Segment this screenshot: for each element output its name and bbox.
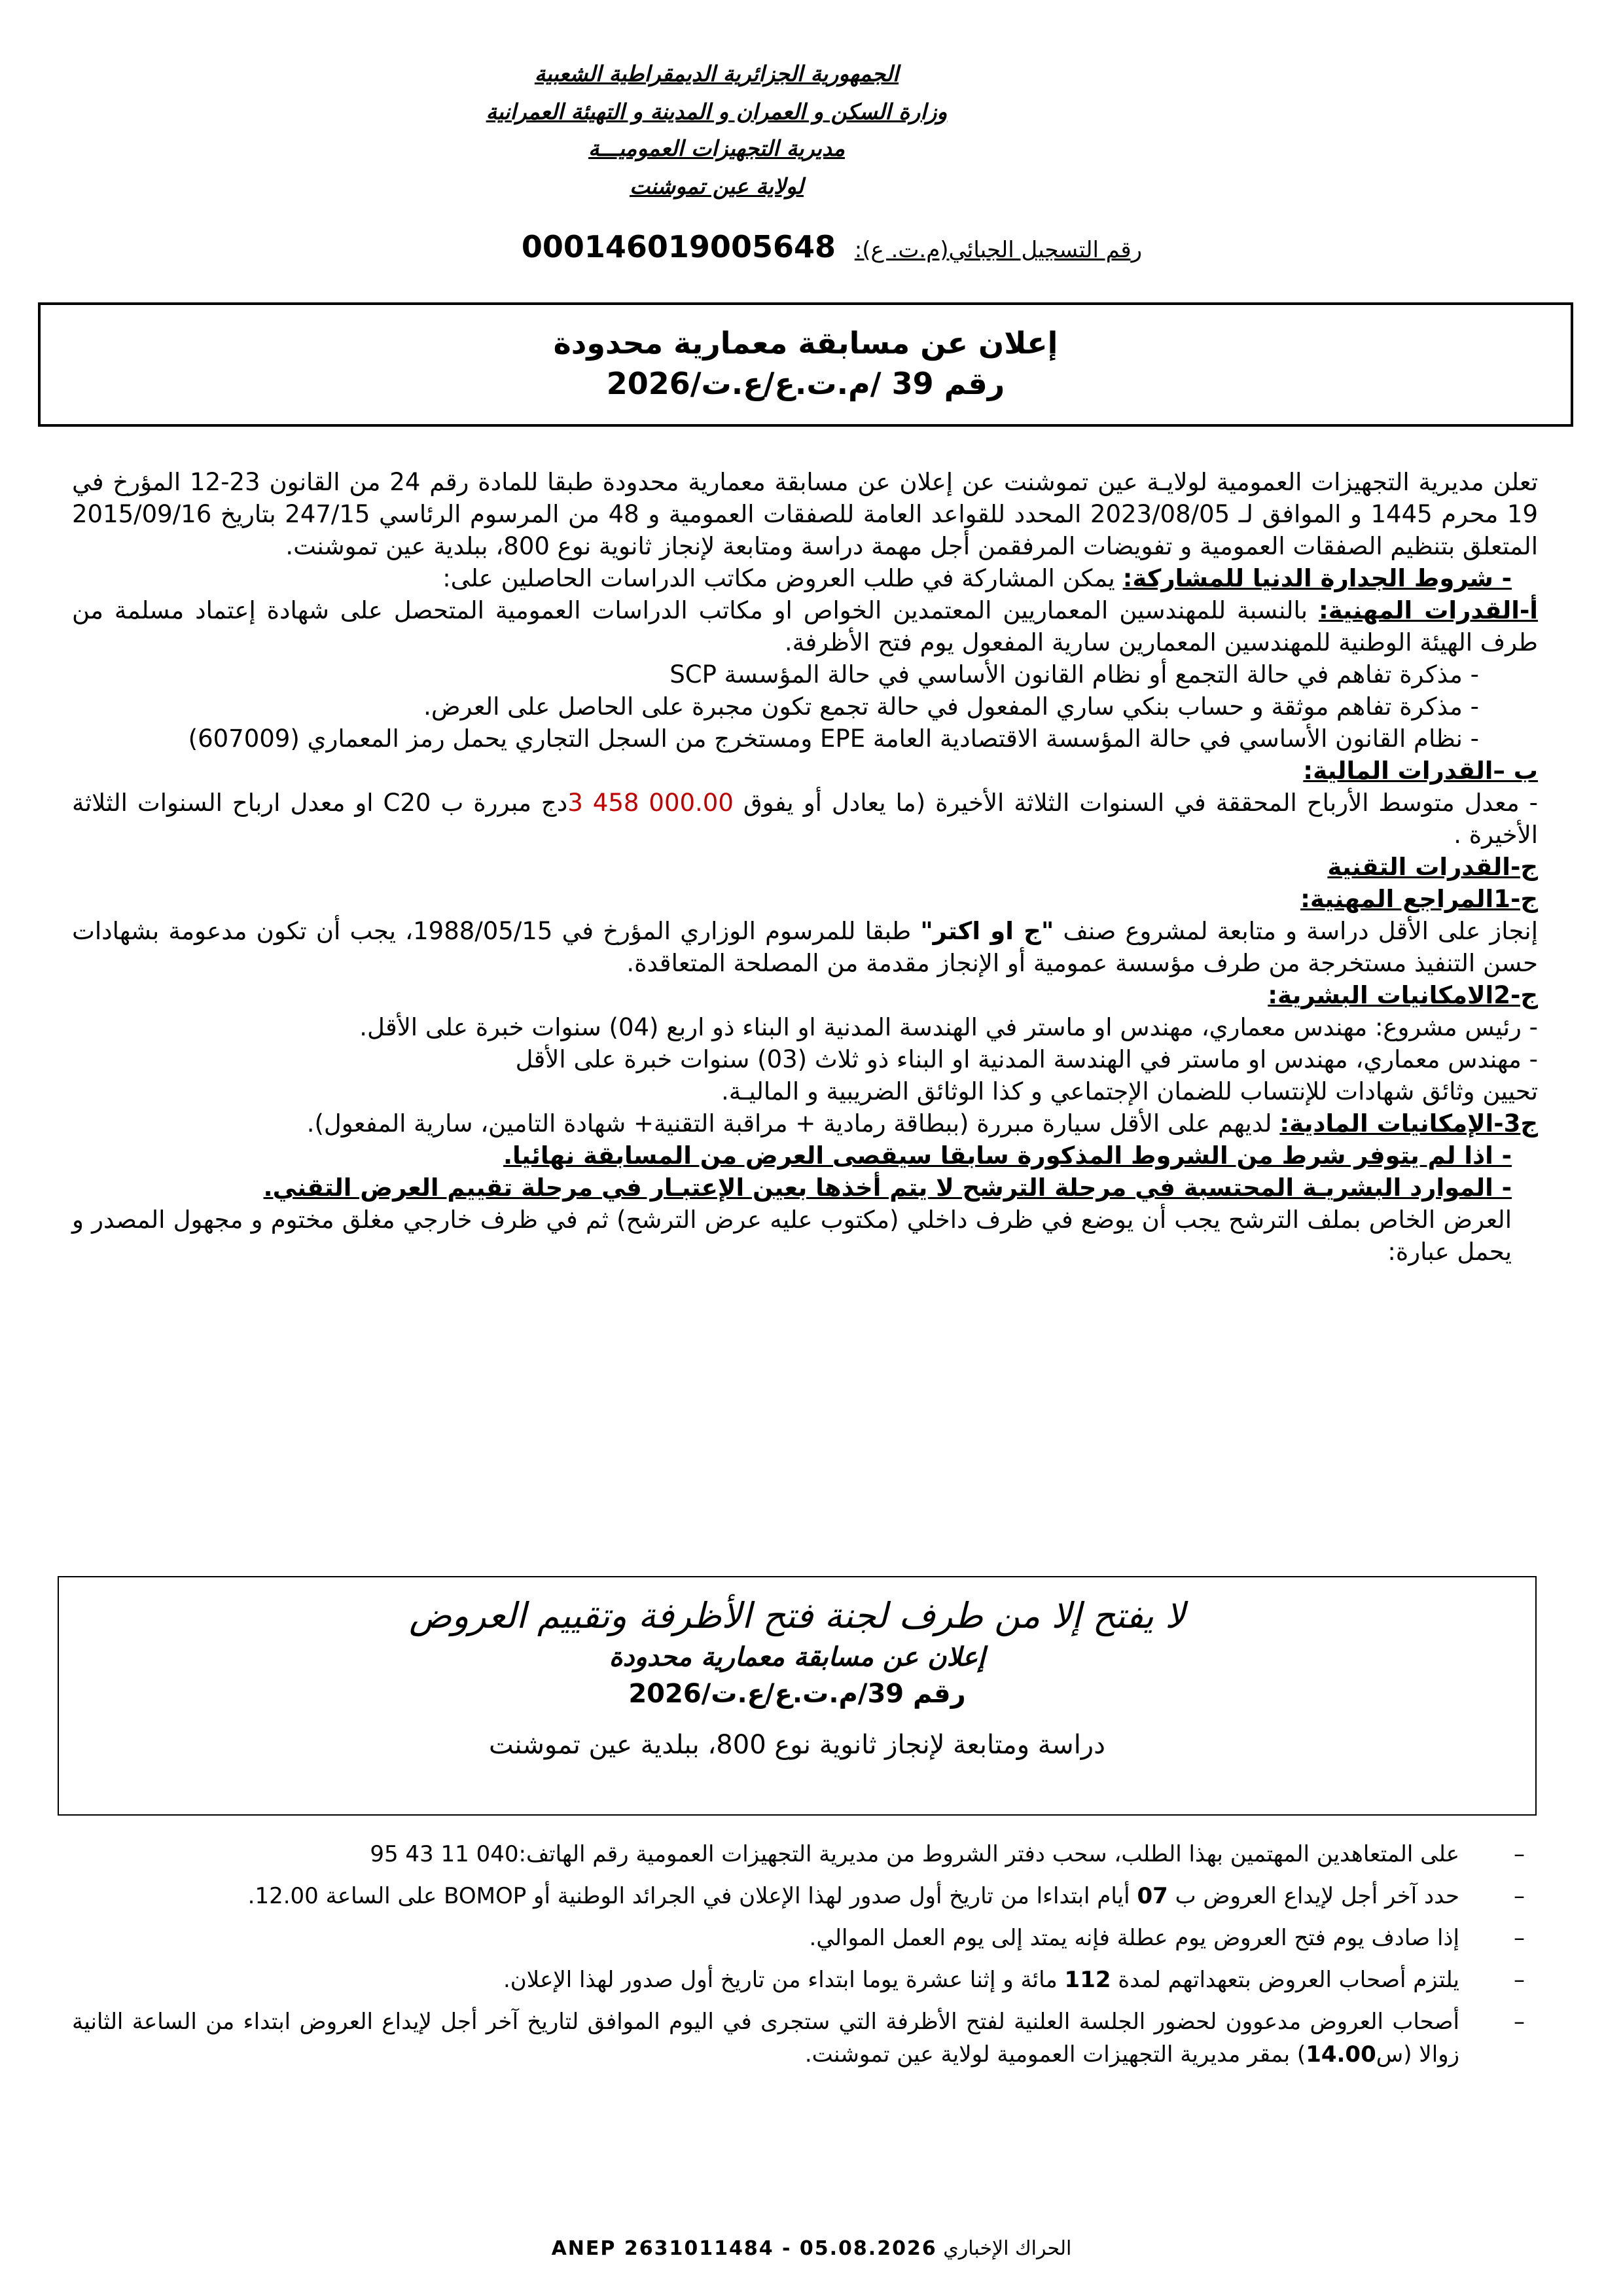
min-conditions: - شروط الجدارة الدنيا للمشاركة: يمكن المشاركة في طلب العروض مكاتب الدراسات الحاصلين على: — [442, 564, 1512, 592]
prof-item: - مذكرة تفاهم في حالة التجمع أو نظام القانون الأساسي في حالة المؤسسة SCP — [669, 660, 1479, 689]
tax-registration — [522, 230, 1142, 266]
references-text: إنجاز على الأقل دراسة و متابعة لمشروع صنف "ج او اكتر" طبقا للمرسوم الوزاري المؤرخ في 1988/05/15، يجب أن تكون مدعومة بشهادات حسن التنفيذ مستخرجة من طرف مؤسسة عمومية أو الإنجاز مقدمة من المصلحة المتعاقدة. — [72, 917, 1539, 977]
financial-capacity-label: ب –القدرات المالية: — [1303, 757, 1538, 785]
footer — [0, 2237, 1623, 2260]
announcement-number: رقم 39 /م.ت.ع/ع.ت/2026 — [606, 366, 1005, 401]
tax-number: 000146019005648 — [521, 229, 836, 264]
professional-capacity: أ-القدرات المهنية: بالنسبة للمهندسين المعماريين المعتمدين الخواص او مكاتب الدراسات العمومية المتحصل على شهادة إعتماد مسلمة من طرف الهيئة الوطنية للمهندسين المعمارين سارية المفعول يوم فتح الأظرفة. — [72, 596, 1538, 656]
header-ministry: وزارة السكن و العمران و المدينة و التهيئة العمرانية — [486, 99, 948, 124]
warning-2: - الموارد البشريـة المحتسبة في مرحلة الترشح لا يتم أخذها بعين الإعتبـار في مرحلة تقييم العرض التقني. — [263, 1174, 1512, 1202]
anep-reference: ANEP 2631011484 - 05.08.2026 — [551, 2237, 937, 2260]
notes-list — [72, 1838, 1538, 2080]
intro-paragraph: تعلن مديرية التجهيزات العمومية لولايـة عين تموشنت عن إعلان عن مسابقة معمارية محدودة طبقا للمادة رقم 24 من القانون 23-12 المؤرخ في 19 محرم 1445 و الموافق لـ 2023/08/05 المحدد للقواعد العامة للصفقات العمومية و 48 من المرسوم الرئاسي 247/15 بتاريخ 2015/09/16 المتعلق بتنظيم الصفقات العمومية و تفويضات المرفقمن أجل مهمة دراسة ومتابعة لإنجاز ثانوية نوع 800، ببلدية عين تموشنت. — [72, 468, 1538, 560]
envelope-line-3: رقم 39/م.ت.ع/ع.ت/2026 — [628, 1679, 966, 1709]
envelope-box — [58, 1576, 1537, 1816]
financial-amount: 3 458 000.00 — [567, 789, 734, 817]
tax-label: رقم التسجيل الجبائي(م.ت. ع): — [854, 237, 1142, 263]
note-item: – أصحاب العروض مدعوون لحضور الجلسة العلنية لفتح الأظرفة التي ستجرى في اليوم الموافق لتاريخ آخر أجل لإيداع العروض ابتداء من الساعة الثانية زوالا (س14.00) بمقر مديرية التجهيزات العمومية لولاية عين تموشنت. — [72, 2005, 1538, 2071]
envelope-line-2: إعلان عن مسابقة معمارية محدودة — [609, 1642, 986, 1672]
note-item: – يلتزم أصحاب العروض بتعهداتهم لمدة 112 مائة و إثنا عشرة يوما ابتداء من تاريخ أول صدور لهذا الإعلان. — [72, 1964, 1538, 1996]
announcement-body — [72, 466, 1538, 1268]
financial-capacity: - معدل متوسط الأرباح المحققة في السنوات الثلاثة الأخيرة (ما يعادل أو يفوق 3 458 000.00دج مبررة ب C20 او معدل ارباح السنوات الثلاثة الأخيرة . — [72, 789, 1538, 849]
envelope-line-4: دراسة ومتابعة لإنجاز ثانوية نوع 800، ببلدية عين تموشنت — [489, 1730, 1105, 1760]
header-wilaya: لولاية عين تموشنت — [630, 173, 804, 199]
note-item: – إذا صادف يوم فتح العروض يوم عطلة فإنه يمتد إلى يوم العمل الموالي. — [72, 1922, 1538, 1954]
header-republic: الجمهورية الجزائرية الديمقراطية الشعبية — [534, 61, 899, 86]
warning-1: - اذا لم يتوفر شرط من الشروط المذكورة سابقا سيقصى العرض من المسابقة نهائيا. — [503, 1141, 1512, 1170]
note-item: – على المتعاهدين المهتمين بهذا الطلب، سحب دفتر الشروط من مديرية التجهيزات العمومية رقم الهاتف:040 11 43 95 — [72, 1838, 1538, 1871]
hr-item: - رئيس مشروع: مهندس معماري، مهندس او ماستر في الهندسة المدنية او البناء ذو اربع (04) سنوات خبرة على الأقل. — [359, 1013, 1538, 1041]
header-directorate: مديرية التجهيزات العموميـــة — [588, 135, 845, 161]
envelope-instructions: العرض الخاص بملف الترشح يجب أن يوضع في ظرف داخلي (مكتوب عليه عرض الترشح) ثم في ظرف خارجي مغلق مختوم و مجهول المصدر و يحمل عبارة: — [72, 1206, 1512, 1266]
note-item: – حدد آخر أجل لإيداع العروض ب 07 أيام ابتداءا من تاريخ أول صدور لهذا الإعلان في الجرائد الوطنية أو BOMOP على الساعة 12.00. — [72, 1880, 1538, 1912]
hr-item: - مهندس معماري، مهندس او ماستر في الهندسة المدنية او البناء ذو ثلاث (03) سنوات خبرة على الأقل — [515, 1045, 1538, 1073]
material-capacity: ج3-الإمكانيات المادية: لديهم على الأقل سيارة مبررة (ببطاقة رمادية + مراقبة التقنية+ شهادة التامين، سارية المفعول). — [306, 1109, 1538, 1138]
envelope-line-1: لا يفتح إلا من طرف لجنة فتح الأظرفة وتقييم العروض — [409, 1595, 1185, 1636]
prof-item: - مذكرة تفاهم موثقة و حساب بنكي ساري المفعول في حالة تجمع تكون مجبرة على الحاصل على العرض. — [423, 692, 1479, 721]
title-box — [38, 302, 1573, 427]
references-label: ج-1المراجع المهنية: — [1300, 885, 1538, 913]
technical-capacity-label: ج-القدرات التقنية — [1327, 853, 1538, 881]
human-resources-label: ج-2الامكانيات البشرية: — [1268, 981, 1538, 1009]
hr-item: تحيين وثائق شهادات للإنتساب للضمان الإجتماعي و كذا الوثائق الضريبية و الماليـة. — [721, 1077, 1538, 1105]
newspaper-name: الحراك الإخباري — [943, 2237, 1072, 2260]
announcement-title: إعلان عن مسابقة معمارية محدودة — [553, 325, 1058, 361]
prof-item: - نظام القانون الأساسي في حالة المؤسسة الاقتصادية العامة EPE ومستخرج من السجل التجاري يحمل رمز المعماري (607009) — [188, 725, 1479, 753]
